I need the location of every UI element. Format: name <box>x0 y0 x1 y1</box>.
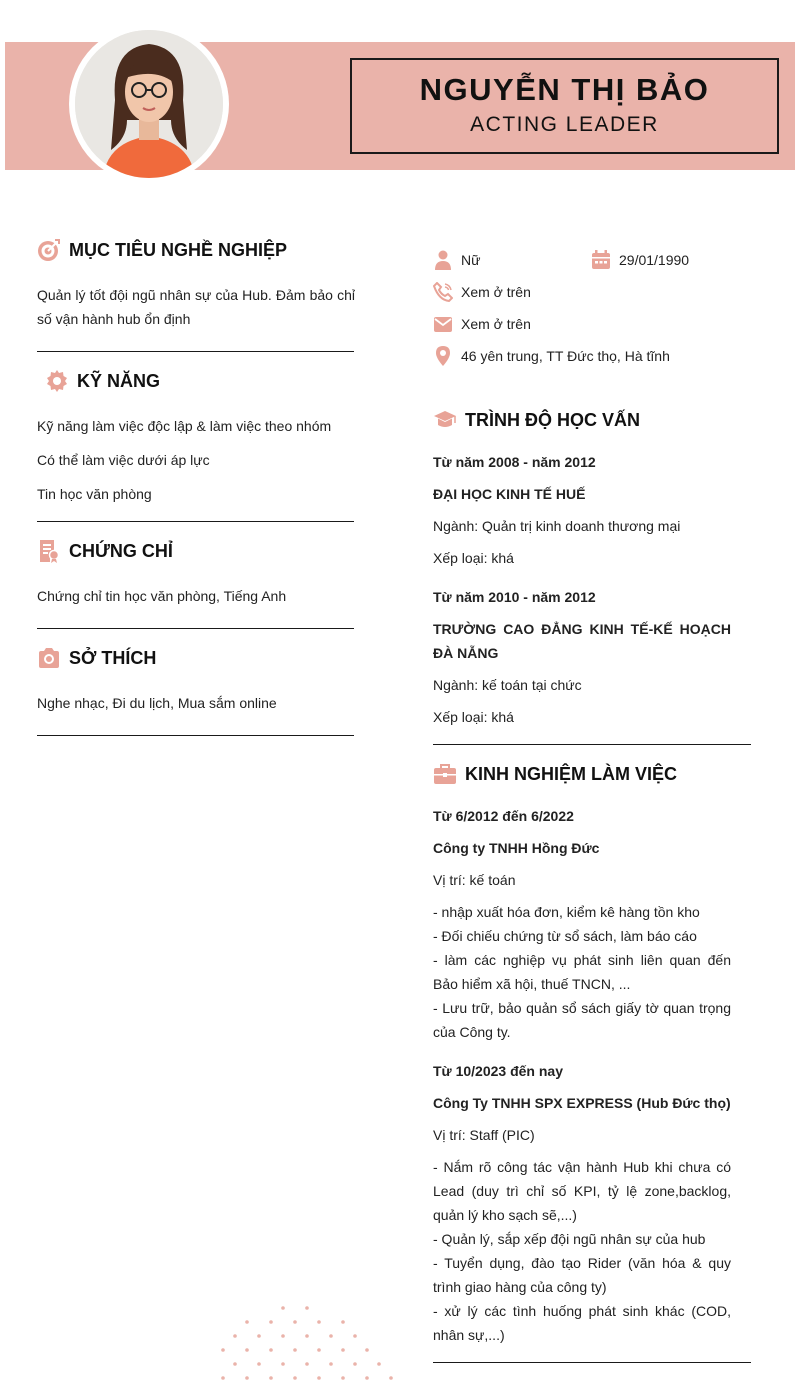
skill-item: Tin học văn phòng <box>37 486 152 502</box>
dot <box>377 1362 381 1366</box>
duty-item: - Lưu trữ, bảo quản sổ sách giấy tờ quan trọng của Công ty. <box>433 1000 731 1040</box>
target-icon <box>37 238 61 262</box>
dot <box>341 1376 345 1380</box>
person-icon <box>433 250 453 270</box>
duty-item: - Nắm rõ công tác vận hành Hub khi chưa có Lead (duy trì chỉ số KPI, tỷ lệ zone,backlog, quản lý kho sạch sẽ,...) <box>433 1159 731 1223</box>
experience-title: KINH NGHIỆM LÀM VIỆC <box>465 763 678 784</box>
certificates-text: Chứng chỉ tin học văn phòng, Tiếng Anh <box>37 588 287 604</box>
divider <box>433 1362 751 1363</box>
graduation-cap-icon <box>433 408 457 432</box>
skill-item: Kỹ năng làm việc độc lập & làm việc theo nhóm <box>37 418 332 434</box>
experience-company: Công Ty TNHH SPX EXPRESS (Hub Đức thọ) <box>433 1095 731 1111</box>
dot <box>329 1362 333 1366</box>
dot <box>329 1334 333 1338</box>
dot <box>281 1306 285 1310</box>
objective-title: MỤC TIÊU NGHỀ NGHIỆP <box>69 239 288 260</box>
dot <box>305 1306 309 1310</box>
dot <box>305 1362 309 1366</box>
address-value: 46 yên trung, TT Đức thọ, Hà tĩnh <box>461 348 670 364</box>
email-value: Xem ở trên <box>461 316 531 332</box>
duty-item: - làm các nghiệp vụ phát sinh liên quan đến Bảo hiểm xã hội, thuế TNCN, ... <box>433 952 731 992</box>
duty-item: - Đối chiếu chứng từ sổ sách, làm báo cáo <box>433 928 697 944</box>
experience-company: Công ty TNHH Hồng Đức <box>433 840 600 856</box>
duty-item: - xử lý các tình huống phát sinh khác (COD, nhân sự,...) <box>433 1303 731 1343</box>
phone-value: Xem ở trên <box>461 284 531 300</box>
certificates-heading <box>37 539 173 563</box>
divider <box>37 735 354 736</box>
dot <box>353 1362 357 1366</box>
gender-row <box>433 250 480 270</box>
briefcase-icon <box>433 762 457 786</box>
dot <box>341 1348 345 1352</box>
skill-item: Có thể làm việc dưới áp lực <box>37 452 210 468</box>
full-name: NGUYỄN THỊ BẢO <box>419 72 710 107</box>
duty-item: - nhập xuất hóa đơn, kiểm kê hàng tồn kho <box>433 904 700 920</box>
dot <box>389 1376 393 1380</box>
objective-text: Quản lý tốt đội ngũ nhân sự của Hub. Đảm bảo chỉ số vận hành hub ổn định <box>37 287 355 327</box>
gear-icon <box>45 369 69 393</box>
experience-heading <box>433 762 677 786</box>
divider <box>37 521 354 522</box>
experience-period: Từ 6/2012 đến 6/2022 <box>433 808 574 824</box>
education-grade: Xếp loại: khá <box>433 709 514 725</box>
education-major: Ngành: Quản trị kinh doanh thương mại <box>433 518 681 534</box>
experience-period: Từ 10/2023 đến nay <box>433 1063 563 1079</box>
dot <box>353 1334 357 1338</box>
experience-duties <box>433 1155 731 1347</box>
certificates-title: CHỨNG CHỈ <box>69 540 173 561</box>
gender-value: Nữ <box>461 252 481 268</box>
email-row <box>433 314 531 334</box>
dot <box>245 1320 249 1324</box>
dot <box>305 1334 309 1338</box>
dot <box>365 1376 369 1380</box>
dot <box>221 1376 225 1380</box>
divider <box>37 351 354 352</box>
dot <box>269 1320 273 1324</box>
dot <box>317 1376 321 1380</box>
calendar-icon <box>591 250 611 270</box>
dot <box>221 1348 225 1352</box>
dot <box>269 1376 273 1380</box>
education-major: Ngành: kế toán tại chức <box>433 677 582 693</box>
education-heading <box>433 408 640 432</box>
phone-icon <box>433 282 453 302</box>
birthday-value: 29/01/1990 <box>619 252 690 268</box>
education-title: TRÌNH ĐỘ HỌC VẤN <box>465 409 640 430</box>
dot <box>245 1376 249 1380</box>
education-school: TRƯỜNG CAO ĐẲNG KINH TẾ-KẾ HOẠCH ĐÀ NẴNG <box>433 621 731 661</box>
dot <box>293 1320 297 1324</box>
dot <box>317 1348 321 1352</box>
skills-title: KỸ NĂNG <box>77 370 161 391</box>
education-period: Từ năm 2008 - năm 2012 <box>433 454 596 470</box>
hobbies-heading <box>37 646 156 670</box>
certificate-icon <box>37 539 61 563</box>
education-school: ĐẠI HỌC KINH TẾ HUẾ <box>433 486 586 502</box>
location-pin-icon <box>433 346 453 366</box>
decorative-dots <box>205 1300 395 1387</box>
dot <box>257 1362 261 1366</box>
camera-icon <box>37 646 61 670</box>
divider <box>433 744 751 745</box>
birthday-row <box>591 250 689 270</box>
hobbies-title: SỞ THÍCH <box>69 647 157 668</box>
duty-item: - Tuyển dụng, đào tạo Rider (văn hóa & quy trình giao hàng của công ty) <box>433 1255 731 1295</box>
dot <box>293 1376 297 1380</box>
experience-position: Vị trí: kế toán <box>433 872 516 888</box>
address-row <box>433 346 670 366</box>
phone-row <box>433 282 531 302</box>
education-period: Từ năm 2010 - năm 2012 <box>433 589 596 605</box>
dot <box>269 1348 273 1352</box>
education-grade: Xếp loại: khá <box>433 550 514 566</box>
objective-heading <box>37 238 287 262</box>
hobbies-text: Nghe nhạc, Đi du lịch, Mua sắm online <box>37 695 277 711</box>
dot <box>233 1362 237 1366</box>
dot <box>281 1362 285 1366</box>
duty-item: - Quản lý, sắp xếp đội ngũ nhân sự của hub <box>433 1231 706 1247</box>
job-title: ACTING LEADER <box>470 113 659 136</box>
dot <box>257 1334 261 1338</box>
dot <box>341 1320 345 1324</box>
dot <box>317 1320 321 1324</box>
portrait-image <box>75 30 223 178</box>
experience-duties <box>433 900 731 1044</box>
dot <box>233 1334 237 1338</box>
envelope-icon <box>433 314 453 334</box>
experience-position: Vị trí: Staff (PIC) <box>433 1127 535 1143</box>
skills-heading <box>45 369 160 393</box>
name-box <box>350 58 779 154</box>
dot <box>281 1334 285 1338</box>
dot <box>365 1348 369 1352</box>
dot <box>293 1348 297 1352</box>
dot <box>245 1348 249 1352</box>
profile-photo <box>69 24 229 184</box>
divider <box>37 628 354 629</box>
